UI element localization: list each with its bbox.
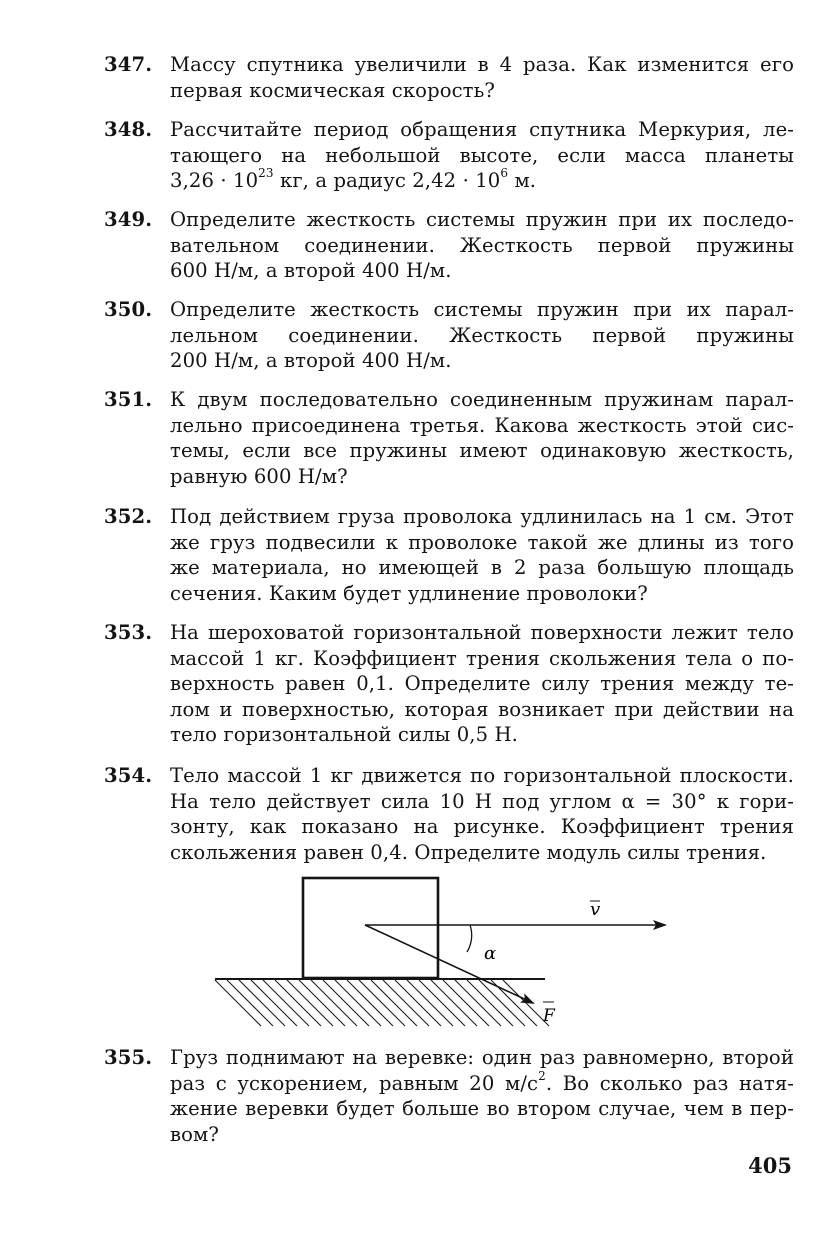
text-line: На шероховатой горизонтальной поверхности лежит тело <box>170 621 794 644</box>
text-line: темы, если все пружины имеют одинаковую жесткость, <box>170 439 794 462</box>
text-line: скольжения равен 0,4. Определите модуль силы трения. <box>170 840 767 864</box>
acceleration-value: раз с ускорением, равным 20 м/с <box>170 1071 539 1095</box>
text-line: На тело действует сила 10 Н под углом α = 30° к гори- <box>170 789 794 813</box>
text-line: жение веревки будет больше во втором случае, чем в пер- <box>170 1097 794 1120</box>
text-line: верхность равен 0,1. Определите силу трения между те- <box>170 672 794 695</box>
problem-text <box>170 52 794 103</box>
text-line: первая космическая скорость? <box>170 78 495 102</box>
problem-text <box>170 387 794 489</box>
text-line: Массу спутника увеличили в 4 раза. Как изменится его <box>170 53 794 76</box>
acceleration-exponent: 2 <box>538 1068 546 1083</box>
problem-number: 355. <box>104 1046 153 1069</box>
text-line: лельном соединении. Жесткость первой пружины <box>170 323 794 347</box>
text-line: К двум последовательно соединенным пружинам парал- <box>170 388 794 411</box>
text-line <box>170 168 794 194</box>
radius-value: кг, а радиус 2,42 · 10 <box>273 169 501 192</box>
text-line: же материала, но имеющей в 2 раза большую площадь <box>170 556 794 579</box>
text-line: Груз поднимают на веревке: один раз равномерно, второй <box>170 1046 794 1069</box>
radius-unit: м. <box>508 169 537 192</box>
text-line: 600 Н/м, а второй 400 Н/м. <box>170 259 452 282</box>
force-diagram <box>205 868 675 1028</box>
problem-text <box>170 117 794 194</box>
text-line: лельно присоединена третья. Какова жесткость этой сис- <box>170 413 794 437</box>
problem-text <box>170 297 794 374</box>
mass-exponent: 23 <box>258 166 274 181</box>
question-start: . Во сколько раз натя- <box>545 1071 795 1095</box>
text-line: сечения. Каким будет удлинение проволоки? <box>170 581 648 605</box>
problem-number: 353. <box>104 621 153 644</box>
mass-value: 3,26 · 10 <box>170 169 259 192</box>
text-line: Определите жесткость системы пружин при их парал- <box>170 298 794 321</box>
text-line: тело горизонтальной силы 0,5 Н. <box>170 723 518 746</box>
velocity-label: v <box>590 899 601 920</box>
problem-number: 351. <box>104 388 153 411</box>
problem-text <box>170 504 794 606</box>
angle-label: α <box>484 943 497 964</box>
text-line: вом? <box>170 1122 219 1146</box>
text-line: Рассчитайте период обращения спутника Меркурия, ле- <box>170 118 794 141</box>
text-line: равную 600 Н/м? <box>170 464 348 488</box>
force-label: F <box>543 1006 555 1026</box>
text-line <box>170 1068 795 1097</box>
problem-text <box>170 763 794 865</box>
problem-number: 347. <box>104 53 153 76</box>
problem-number: 349. <box>104 208 153 231</box>
radius-exponent: 6 <box>500 166 509 181</box>
problem-text <box>170 1045 794 1147</box>
text-line: массой 1 кг. Коэффициент трения скольжения тела о по- <box>170 646 794 670</box>
problem-number: 348. <box>104 118 153 141</box>
problem-text <box>170 207 794 284</box>
text-line: Определите жесткость системы пружин при их последо- <box>170 208 794 231</box>
page-number: 405 <box>748 1153 792 1178</box>
force-arrow <box>365 925 533 1003</box>
text-line: же груз подвесили к проволоке такой же длины из того <box>170 530 794 554</box>
problem-number: 354. <box>104 764 153 787</box>
text-line: Тело массой 1 кг движется по горизонтальной плоскости. <box>170 764 794 787</box>
problem-text <box>170 620 794 748</box>
text-line: 200 Н/м, а второй 400 Н/м. <box>170 349 452 372</box>
problem-number: 352. <box>104 505 153 528</box>
text-line: вательном соединении. Жесткость первой пружины <box>170 233 794 257</box>
angle-arc <box>467 925 472 952</box>
text-line: зонту, как показано на рисунке. Коэффициент трения <box>170 815 794 838</box>
text-line: лом и поверхностью, которая возникает при действии на <box>170 697 794 721</box>
text-line: тающего на небольшой высоте, если масса планеты <box>170 143 794 167</box>
text-line: Под действием груза проволока удлинилась на 1 см. Этот <box>170 505 794 528</box>
problem-number: 350. <box>104 298 153 321</box>
